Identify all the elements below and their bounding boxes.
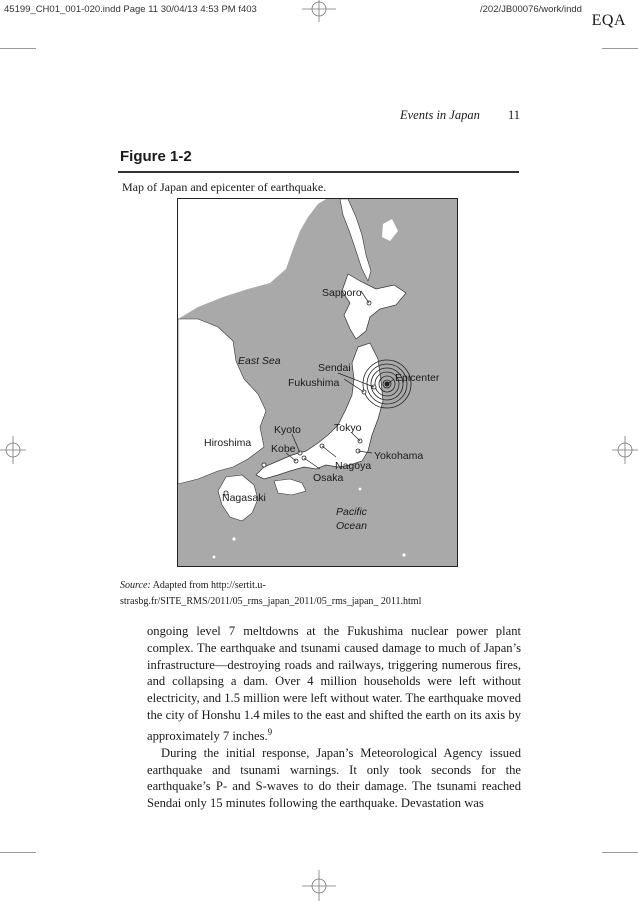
map-drawing	[178, 199, 458, 567]
slug-mark: EQA	[591, 12, 626, 29]
island-dot	[213, 556, 216, 559]
label-east-sea: East Sea	[238, 355, 281, 367]
epicenter-point	[385, 382, 390, 387]
label-sapporo: Sapporo	[322, 287, 362, 299]
source-text: Adapted from http://sertit.u-strasbg.fr/SITE_RMS/2011/05_rms_japan_2011/05_rms_japan_ 2011.html	[120, 580, 422, 607]
label-nagoya: Nagoya	[335, 460, 372, 472]
footnote-ref: 9	[267, 726, 273, 737]
crop-mark	[602, 852, 638, 853]
label-yokohama: Yokohama	[374, 450, 424, 462]
registration-mark	[0, 436, 26, 464]
label-nagasaki: Nagasaki	[222, 492, 266, 504]
running-title: Events in Japan	[400, 108, 480, 122]
registration-mark	[302, 870, 336, 901]
slug-path: /202/JB00076/work/indd	[480, 4, 582, 15]
label-kobe: Kobe	[271, 443, 296, 455]
hiroshima-marker	[262, 463, 266, 467]
island-dot	[359, 488, 362, 491]
island-dot	[402, 553, 405, 556]
label-sendai: Sendai	[318, 362, 351, 374]
label-epicenter: Epicenter	[395, 372, 440, 384]
label-pacific: Pacific	[336, 506, 367, 518]
figure-label: Figure 1-2	[120, 148, 192, 165]
japan-map	[177, 198, 458, 567]
crop-mark	[602, 48, 638, 49]
label-fukushima: Fukushima	[288, 377, 340, 389]
body-paragraph	[147, 745, 521, 812]
crop-mark	[0, 852, 36, 853]
source-label: Source:	[120, 580, 151, 591]
label-hiroshima: Hiroshima	[204, 437, 252, 449]
label-ocean: Ocean	[336, 520, 367, 532]
figure-caption: Map of Japan and epicenter of earthquake.	[122, 180, 327, 194]
island-dot	[190, 375, 194, 379]
body-text	[147, 623, 521, 812]
label-tokyo: Tokyo	[334, 422, 362, 434]
crop-mark	[0, 48, 36, 49]
label-osaka: Osaka	[313, 472, 344, 484]
figure-source	[120, 578, 520, 610]
registration-mark	[612, 436, 638, 464]
page-number: 11	[508, 108, 521, 122]
registration-mark	[302, 0, 336, 22]
figure-rule	[118, 171, 519, 173]
body-paragraph	[147, 623, 521, 745]
paragraph-text: During the initial response, Japan’s Meteorological Agency issued earthquake and tsunami warnings. It only took seconds for the earthquake’s P- and S-waves to do their damage. The tsunami reached Sendai only 15 minutes following the earthquake. Devastation was	[147, 745, 521, 811]
slug-file-info: 45199_CH01_001-020.indd Page 11 30/04/13 4:53 PM f403	[4, 4, 257, 15]
label-kyoto: Kyoto	[274, 424, 301, 436]
paragraph-text: ongoing level 7 meltdowns at the Fukushima nuclear power plant complex. The earthquake and tsunami caused damage to much of Japan’s infrastructure—destroying roads and railways, triggering numerous fires, and collapsing a dam. Over 4 million households were left without electricity, and 1.5 million were left without water. The earthquake moved the city of Honshu 1.4 miles to the east and shifted the earth on its axis by approximately 7 inches.	[147, 624, 521, 743]
island-dot	[232, 537, 235, 540]
